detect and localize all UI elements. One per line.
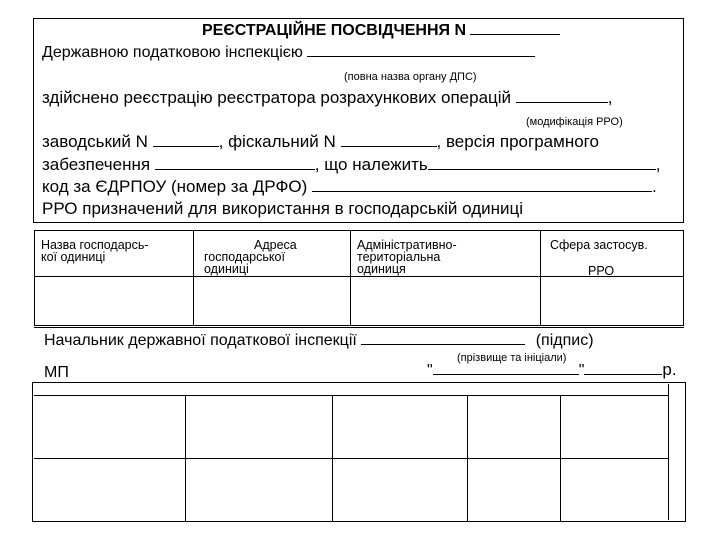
serial-line: заводський N , фіскальний N , версія програмного xyxy=(42,132,599,151)
bottom-grid-col-divider xyxy=(560,395,561,521)
certificate-number-field[interactable] xyxy=(470,34,560,35)
date-day-field[interactable] xyxy=(433,374,579,375)
fiscal-number-field[interactable] xyxy=(341,146,437,147)
table-col-divider xyxy=(350,231,351,325)
table-header-admin-unit: Адміністративно- територіальна одиниця xyxy=(357,238,457,276)
bottom-grid-cell[interactable] xyxy=(35,460,184,520)
certificate-title: РЕЄСТРАЦІЙНЕ ПОСВІДЧЕННЯ N xyxy=(202,22,560,40)
date-line: " " р. xyxy=(427,360,677,379)
bottom-grid-cell[interactable] xyxy=(469,397,559,457)
table-header-usage-area: Сфера застосув. РРО xyxy=(550,238,648,278)
table-header-unit-name: Назва господарсь- кої одиниці xyxy=(41,238,149,264)
bottom-grid-cell[interactable] xyxy=(35,397,184,457)
table-col-divider xyxy=(193,231,194,325)
inspection-hint: (повна назва органу ДПС) xyxy=(344,71,477,83)
usage-line: РРО призначений для використання в господарській одиниці xyxy=(42,199,524,218)
bottom-grid-cell[interactable] xyxy=(334,397,466,457)
bottom-grid-top-line xyxy=(34,395,668,396)
table-col-divider xyxy=(540,231,541,325)
table-cell-unit-name[interactable] xyxy=(36,278,192,324)
bottom-grid-col-divider xyxy=(467,395,468,521)
factory-number-field[interactable] xyxy=(153,146,219,147)
bottom-grid-cell[interactable] xyxy=(562,460,667,520)
table-cell-usage-area[interactable] xyxy=(542,278,682,324)
registration-line: здійснено реєстрацію реєстратора розрахункових операцій , xyxy=(42,88,613,107)
rro-model-field[interactable] xyxy=(516,102,608,103)
bottom-grid-col-divider xyxy=(332,395,333,521)
head-signature-line: Начальник державної податкової інспекції (підпис) xyxy=(44,332,594,349)
bottom-grid-cell[interactable] xyxy=(187,397,331,457)
signature-top-divider xyxy=(34,327,684,328)
bottom-grid-cell[interactable] xyxy=(187,460,331,520)
bottom-grid-cell[interactable] xyxy=(334,460,466,520)
edrpou-code-field[interactable] xyxy=(312,191,652,192)
bottom-grid-cell[interactable] xyxy=(469,460,559,520)
rro-model-hint: (модифікація РРО) xyxy=(526,116,623,128)
table-cell-admin-unit[interactable] xyxy=(352,278,539,324)
software-line: забезпечення , що належить , xyxy=(42,155,661,174)
table-header-address: Адреса господарської одиниці xyxy=(204,238,297,276)
name-hint: (прізвище та ініціали) xyxy=(457,352,567,364)
bottom-grid-col-divider xyxy=(185,395,186,521)
table-cell-address[interactable] xyxy=(195,278,349,324)
bottom-grid-mid-line xyxy=(34,458,668,459)
inspection-line: Державною податковою інспекцією xyxy=(42,44,535,62)
bottom-grid-cell[interactable] xyxy=(562,397,667,457)
owner-field[interactable] xyxy=(428,169,656,170)
date-year-field[interactable] xyxy=(584,374,662,375)
software-version-field[interactable] xyxy=(155,169,315,170)
inspection-name-field[interactable] xyxy=(307,56,535,57)
head-signature-field[interactable] xyxy=(361,344,525,345)
code-line: код за ЄДРПОУ (номер за ДРФО) . xyxy=(42,177,657,196)
stamp-label: МП xyxy=(44,364,69,381)
bottom-grid-right-inner xyxy=(668,384,669,520)
